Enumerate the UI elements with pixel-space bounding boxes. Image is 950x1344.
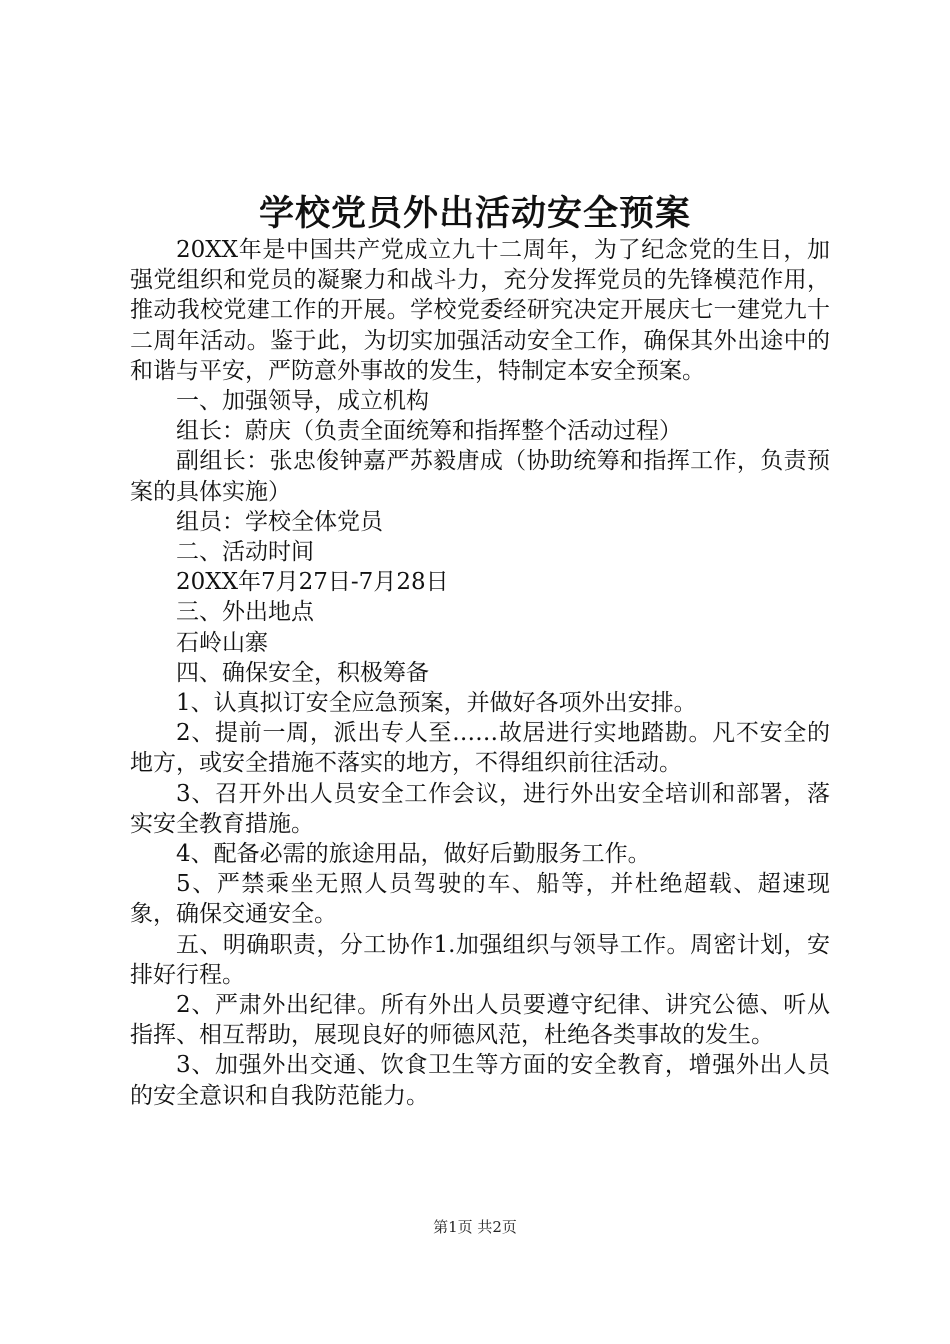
- section-heading-3: 三、外出地点: [176, 599, 314, 626]
- document-body: [130, 235, 830, 1111]
- section-heading-2: 二、活动时间: [176, 539, 314, 566]
- paragraph-leader: 组长：蔚庆（负责全面统筹和指挥整个活动过程）: [176, 418, 682, 445]
- paragraph-location: 石岭山寨: [176, 629, 268, 656]
- section-heading-5: 五、明确职责，分工协作1.加强组织与领导工作。周密计划，安排好行程。: [130, 931, 830, 988]
- section-heading-4: 四、确保安全，积极筹备: [176, 659, 429, 686]
- paragraph-item-5: 5、严禁乘坐无照人员驾驶的车、船等，并杜绝超载、超速现象，确保交通安全。: [130, 871, 830, 928]
- paragraph-item-1: 1、认真拟订安全应急预案，并做好各项外出安排。: [176, 690, 697, 717]
- paragraph-members: 组员：学校全体党员: [176, 508, 383, 535]
- page-footer: 第1页 共2页: [433, 1218, 517, 1236]
- paragraph-item-4: 4、配备必需的旅途用品，做好后勤服务工作。: [176, 841, 651, 868]
- paragraph-duty-2: 2、严肃外出纪律。所有外出人员要遵守纪律、讲究公德、听从指挥、相互帮助，展现良好的师德风范，杜绝各类事故的发生。: [130, 992, 830, 1049]
- paragraph-deputy-leader: 副组长：张忠俊钟嘉严苏毅唐成（协助统筹和指挥工作，负责预案的具体实施）: [130, 448, 830, 505]
- paragraph-item-3: 3、召开外出人员安全工作会议，进行外出安全培训和部署，落实安全教育措施。: [130, 780, 830, 837]
- paragraph-activity-time: 20XX年7月27日-7月28日: [176, 569, 449, 596]
- paragraph-intro: 20XX年是中国共产党成立九十二周年，为了纪念党的生日，加强党组织和党员的凝聚力和战斗力，充分发挥党员的先锋模范作用，推动我校党建工作的开展。学校党委经研究决定开展庆七一建党九十二周年活动。鉴于此，为切实加强活动安全工作，确保其外出途中的和谐与平安，严防意外事故的发生，特制定本安全预案。: [130, 237, 830, 384]
- section-heading-1: 一、加强领导，成立机构: [176, 388, 429, 415]
- paragraph-item-2: 2、提前一周，派出专人至……故居进行实地踏勘。凡不安全的地方，或安全措施不落实的地方，不得组织前往活动。: [130, 720, 830, 777]
- document-title: 学校党员外出活动安全预案: [258, 194, 691, 234]
- paragraph-duty-3: 3、加强外出交通、饮食卫生等方面的安全教育，增强外出人员的安全意识和自我防范能力。: [130, 1052, 830, 1109]
